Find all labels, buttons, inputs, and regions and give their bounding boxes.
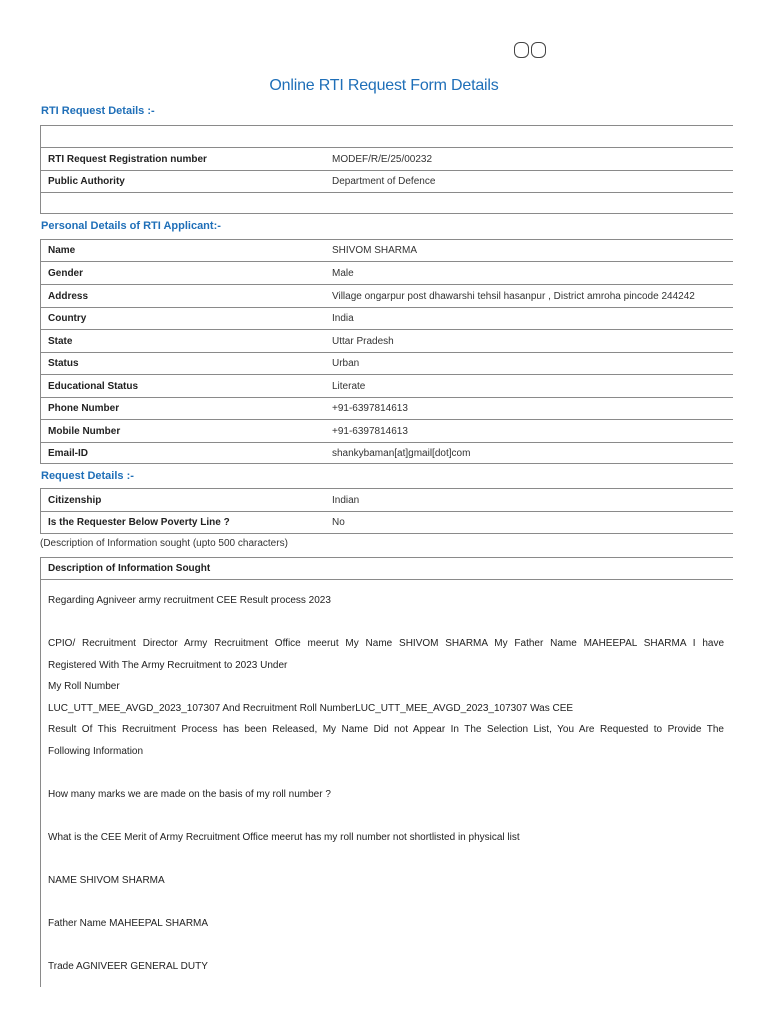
table-row [41, 170, 733, 192]
description-line: Following Information [48, 745, 144, 757]
field-value: Village ongarpur post dhawarshi tehsil hasanpur , District amroha pincode 244242 [332, 290, 695, 302]
description-line: NAME SHIVOM SHARMA [48, 874, 165, 886]
description-line: LUC_UTT_MEE_AVGD_2023_107307 And Recruitment Roll NumberLUC_UTT_MEE_AVGD_2023_107307 Was CEE [48, 702, 574, 714]
personal-details-table [40, 239, 733, 464]
description-note: (Description of Information sought (upto 500 characters) [40, 538, 288, 549]
field-value: +91-6397814613 [332, 425, 408, 437]
description-line: What is the CEE Merit of Army Recruitment Office meerut has my roll number not shortlisted in physical list [48, 831, 520, 843]
section-heading-rti-request: RTI Request Details :- [41, 105, 155, 117]
field-value: MODEF/R/E/25/00232 [332, 153, 433, 165]
table-row [41, 442, 733, 464]
description-text [41, 580, 733, 977]
field-label: Email-ID [48, 447, 89, 459]
field-label: Status [48, 358, 79, 369]
field-label: Educational Status [48, 380, 139, 392]
description-line: Father Name MAHEEPAL SHARMA [48, 917, 209, 929]
field-value: Department of Defence [332, 176, 436, 187]
field-value: India [332, 313, 354, 324]
field-value: Uttar Pradesh [332, 335, 394, 347]
description-line: Result Of This Recruitment Process has been Released, My Name Did not Appear In The Selection List, You Are Requested to Provide The [48, 724, 724, 735]
description-line: CPIO/ Recruitment Director Army Recruitment Office meerut My Name SHIVOM SHARMA My Father Name MAHEEPAL SHARMA I have [48, 638, 724, 649]
table-row [41, 352, 733, 374]
field-value: Urban [332, 358, 360, 369]
description-line: Trade AGNIVEER GENERAL DUTY [48, 960, 208, 972]
field-label: RTI Request Registration number [48, 153, 207, 165]
field-label: Phone Number [48, 403, 120, 414]
table-row [41, 329, 733, 352]
description-header: Description of Information Sought [41, 557, 733, 580]
table-row [41, 284, 733, 307]
table-row [41, 511, 733, 534]
description-line: Registered With The Army Recruitment to 2023 Under [48, 659, 288, 671]
page-title: Online RTI Request Form Details [269, 77, 499, 94]
rti-request-table [40, 125, 733, 214]
table-row [41, 147, 733, 170]
table-row [41, 397, 733, 419]
table-row [41, 374, 733, 397]
table-row-empty [41, 192, 733, 214]
table-row [41, 239, 733, 261]
field-label: Public Authority [48, 176, 125, 187]
rounded-square-icon [514, 42, 529, 58]
field-label: Country [48, 313, 87, 324]
header-icons [514, 42, 546, 58]
field-value: Indian [332, 494, 360, 506]
field-value: shankybaman[at]gmail[dot]com [332, 447, 471, 459]
description-line: My Roll Number [48, 681, 120, 692]
description-line: How many marks we are made on the basis of my roll number ? [48, 788, 331, 800]
field-value: No [332, 517, 345, 528]
field-label: Name [48, 245, 76, 256]
field-label: Gender [48, 267, 84, 279]
field-value: Male [332, 267, 354, 279]
field-value: +91-6397814613 [332, 403, 408, 414]
table-row [41, 307, 733, 329]
section-heading-request: Request Details :- [41, 470, 134, 482]
field-value: SHIVOM SHARMA [332, 245, 418, 256]
field-label: Address [48, 290, 89, 302]
request-details-table [40, 488, 733, 534]
table-row [41, 488, 733, 511]
rounded-square-icon [531, 42, 546, 58]
field-label: State [48, 335, 73, 347]
section-heading-personal: Personal Details of RTI Applicant:- [41, 220, 221, 232]
table-row [41, 261, 733, 284]
description-line: Regarding Agniveer army recruitment CEE Result process 2023 [48, 595, 331, 606]
field-label: Is the Requester Below Poverty Line ? [48, 517, 230, 528]
field-label: Mobile Number [48, 425, 121, 437]
field-value: Literate [332, 380, 366, 392]
table-row-empty [41, 125, 733, 147]
description-box [40, 557, 733, 987]
field-label: Citizenship [48, 494, 102, 506]
table-row [41, 419, 733, 442]
